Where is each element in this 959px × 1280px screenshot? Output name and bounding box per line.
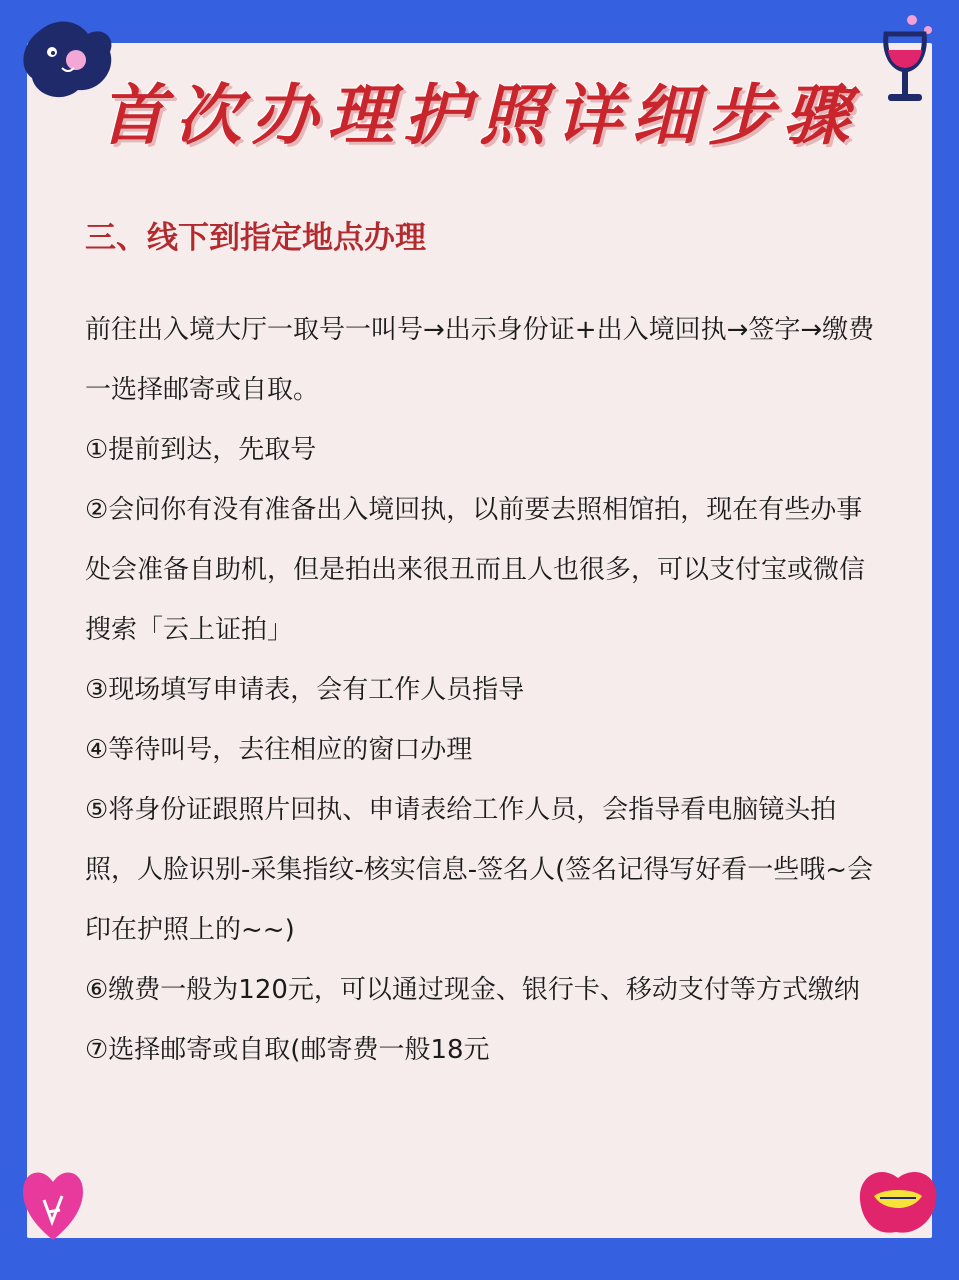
step-item-5: ⑤将身份证跟照片回执、申请表给工作人员，会指导看电脑镜头拍照，人脸识别-采集指纹-核实信息-签名人(签名记得写好看一些哦~会印在护照上的~~): [85, 795, 874, 945]
step-item-1: ①提前到达，先取号: [85, 435, 317, 465]
lips-sticker-icon: [850, 1160, 945, 1240]
step-item-3: ③现场填写申请表，会有工作人员指导: [85, 675, 525, 705]
step-item-4: ④等待叫号，去往相应的窗口办理: [85, 735, 473, 765]
heart-sticker-icon: [18, 1160, 88, 1245]
step-item-7: ⑦选择邮寄或自取(邮寄费一般18元: [85, 1035, 490, 1065]
step-item-2: ②会问你有没有准备出入境回执，以前要去照相馆拍，现在有些办事处会准备自助机，但是拍出来很丑而且人也很多，可以支付宝或微信搜索「云上证拍」: [85, 495, 866, 645]
section-heading: 三、线下到指定地点办理: [85, 220, 426, 256]
intro-paragraph: 前往出入境大厅一取号一叫号→出示身份证+出入境回执→签字→缴费一选择邮寄或自取。: [85, 315, 875, 405]
page-title: 首次办理护照详细步骤: [99, 77, 860, 154]
step-item-6: ⑥缴费一般为120元，可以通过现金、银行卡、移动支付等方式缴纳: [85, 975, 860, 1005]
step-list: [85, 300, 885, 1080]
